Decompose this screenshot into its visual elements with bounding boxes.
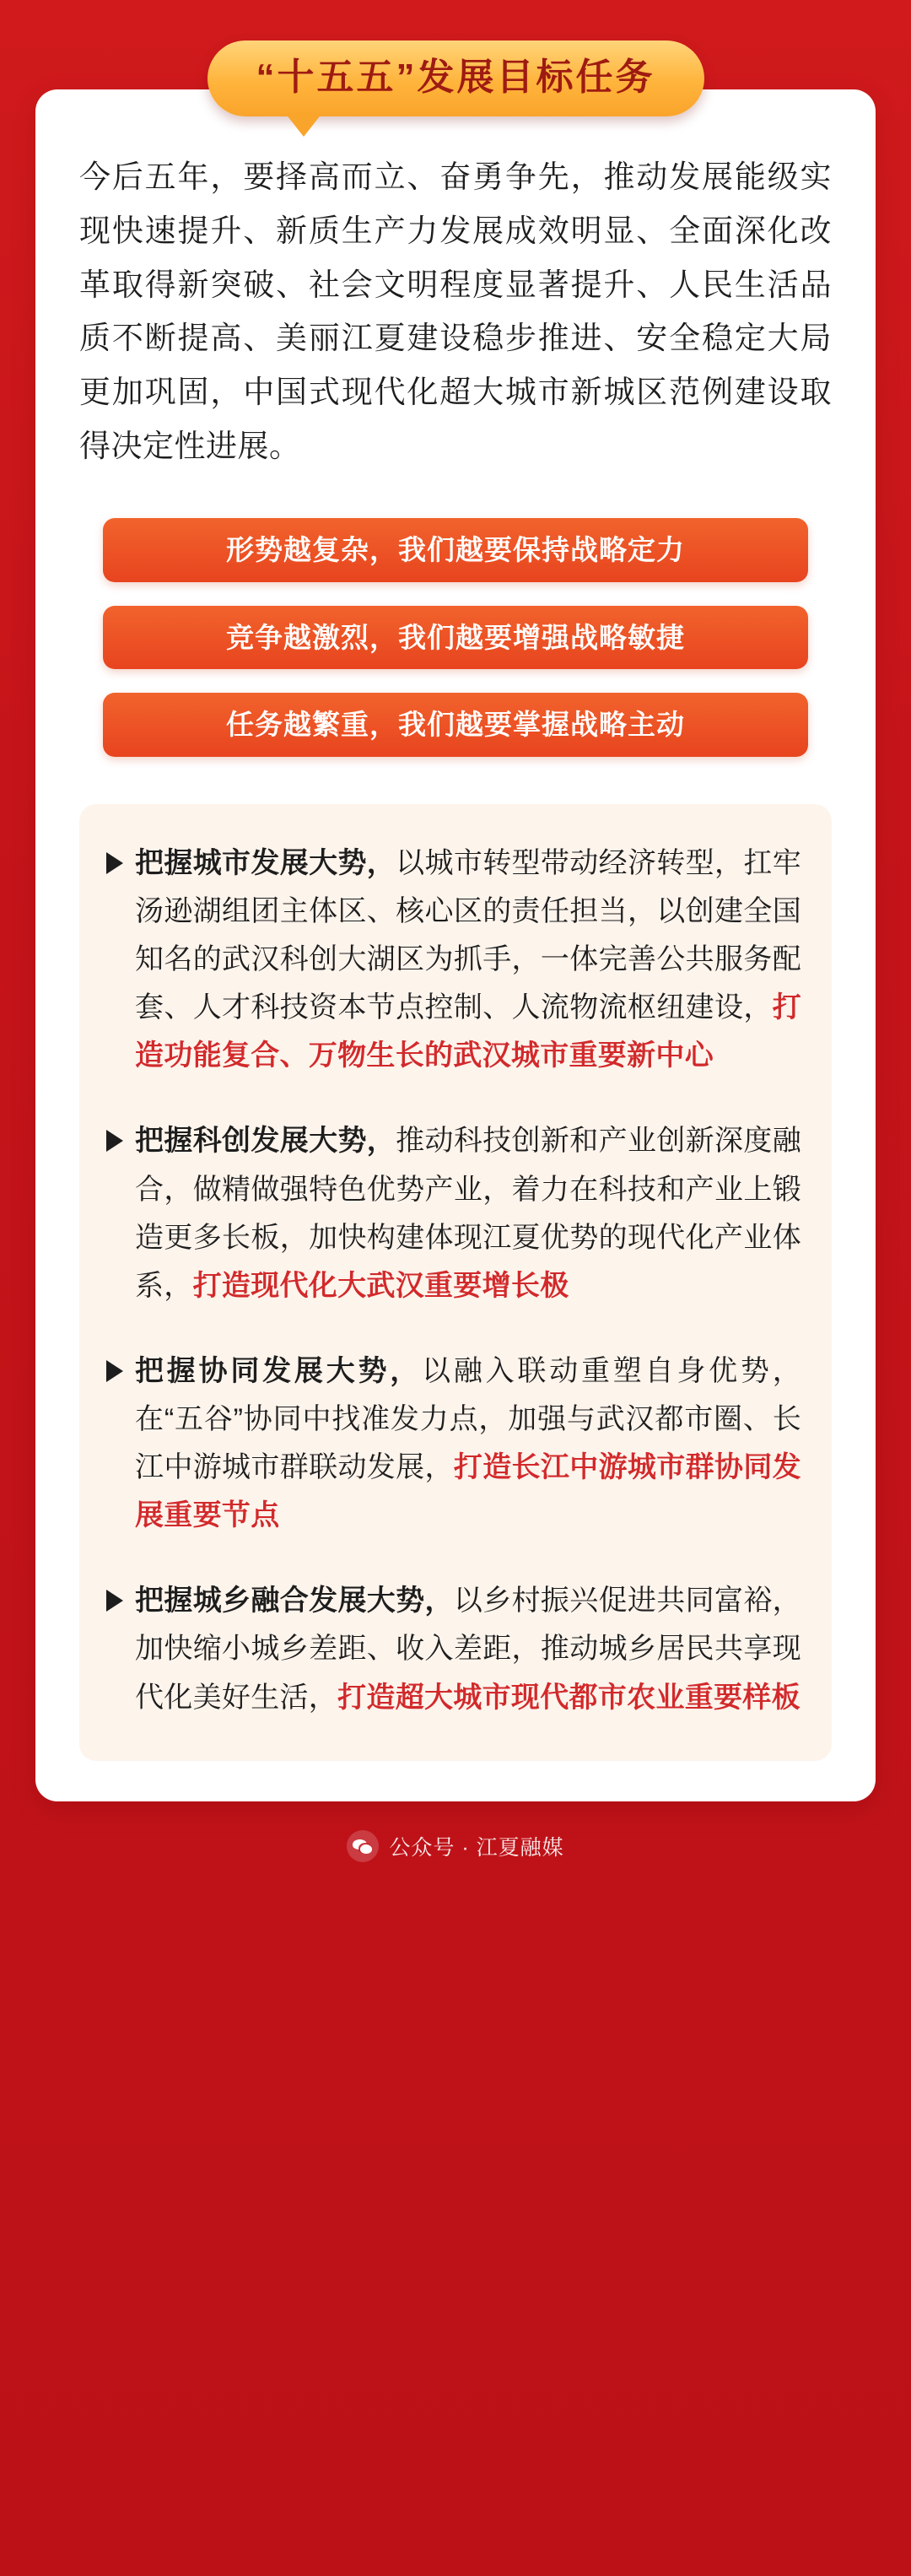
wechat-icon [347, 1830, 379, 1862]
task-list-panel [79, 804, 832, 1761]
slogan-item [103, 518, 808, 582]
list-item-body: 以城市转型带动经济转型，扛牢汤逊湖组团主体区、核心区的责任担当，以创建全国知名的武汉科创大湖区为抓手，一体完善公共服务配套、人才科技资本节点控制、人流物流枢纽建设， [135, 846, 802, 1024]
list-item-body: 推动科技创新和产业创新深度融合，做精做强特色优势产业，着力在科技和产业上锻造更多长板，加快构建体现江夏优势的现代化产业体系， [135, 1125, 802, 1302]
list-item-highlight: 打造长江中游城市群协同发展重要节点 [135, 1451, 801, 1532]
list-item-highlight: 打造功能复合、万物生长的武汉城市重要新中心 [135, 991, 801, 1072]
slogan-text: 竞争越激烈，我们越要增强战略敏捷 [226, 621, 685, 653]
list-item-text [135, 1577, 801, 1721]
list-item-highlight: 打造超大城市现代都市农业重要样板 [337, 1681, 800, 1714]
list-item-lead: 把握城市发展大势， [135, 846, 396, 879]
list-item [106, 1577, 801, 1721]
intro-paragraph: 今后五年，要择高而立、奋勇争先，推动发展能级实现快速提升、新质生产力发展成效明显、全面深化改革取得新突破、社会文明程度显著提升、人民生活品质不断提高、美丽江夏建设稳步推进、安全稳定大局更加巩固，中国式现代化超大城市新城区范例建设取得决定性进展。 [79, 159, 832, 463]
footer-account-label: 公众号 · 江夏融媒 [389, 1835, 564, 1860]
content-card [35, 89, 876, 1801]
footer [35, 1801, 876, 1887]
slogan-item [103, 693, 808, 757]
list-item-text [135, 1347, 801, 1540]
title-banner-wrapper [35, 41, 876, 116]
page-title: “十五五”发展目标任务 [256, 57, 655, 98]
banner-pointer-icon [285, 113, 322, 137]
slogan-text: 形势越复杂，我们越要保持战略定力 [226, 534, 685, 566]
triangle-bullet-icon [106, 1590, 123, 1612]
triangle-bullet-icon [106, 1360, 123, 1382]
list-item [106, 1347, 801, 1540]
list-item-text [135, 840, 801, 1081]
list-item-lead: 把握城乡融合发展大势， [135, 1585, 454, 1617]
list-item [106, 840, 801, 1081]
slogan-item [103, 606, 808, 670]
list-item-body: 以融入联动重塑自身优势，在“五谷”协同中找准发力点，加强与武汉都市圈、长江中游城市群联动发展， [135, 1354, 801, 1484]
list-item-highlight: 打造现代化大武汉重要增长极 [192, 1269, 569, 1302]
list-item-text [135, 1117, 801, 1310]
triangle-bullet-icon [106, 1130, 123, 1152]
slogan-list [79, 518, 832, 757]
title-banner [208, 41, 704, 116]
slogan-text: 任务越繁重，我们越要掌握战略主动 [226, 709, 685, 741]
triangle-bullet-icon [106, 852, 123, 874]
list-item-lead: 把握协同发展大势， [135, 1354, 423, 1387]
list-item [106, 1117, 801, 1310]
list-item-lead: 把握科创发展大势， [135, 1125, 396, 1158]
list-item-body: 以乡村振兴促进共同富裕，加快缩小城乡差距、收入差距，推动城乡居民共享现代化美好生活， [135, 1585, 801, 1714]
